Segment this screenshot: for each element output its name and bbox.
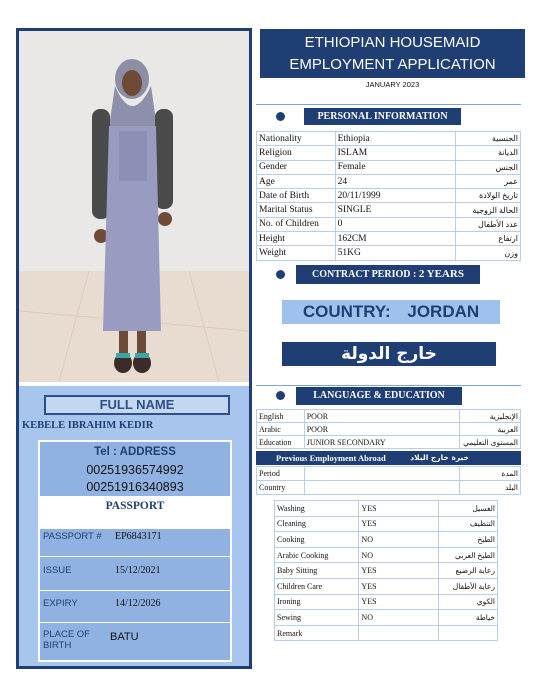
skill-arabic-label: الغسيل (439, 501, 498, 517)
document-date: JANUARY 2023 (365, 80, 420, 89)
table-row (257, 423, 521, 436)
place-of-birth-label-2: BIRTH (43, 640, 72, 651)
row-arabic-label: تاريخ الولادة (456, 189, 521, 203)
applicant-photo (19, 31, 249, 382)
title-line-2: EMPLOYMENT APPLICATION (289, 56, 496, 73)
row-label: Gender (257, 160, 336, 174)
row-label: Arabic (257, 423, 305, 436)
table-row (275, 516, 498, 532)
country-label: COUNTRY: (302, 302, 391, 321)
row-value: POOR (304, 410, 459, 423)
skill-value: NO (359, 547, 439, 563)
document-title (260, 29, 525, 78)
place-of-birth: BATU (110, 631, 139, 643)
skill-arabic-label: الطبخ العربي (439, 547, 498, 563)
skill-label: Ironing (275, 594, 359, 610)
row-label: Nationality (257, 132, 336, 146)
row-label: No. of Children (257, 217, 336, 231)
contract-period-value: 2 YEARS (418, 268, 464, 280)
skill-value: YES (359, 501, 439, 517)
row-arabic-label: وزن (456, 246, 521, 260)
table-row (257, 410, 521, 423)
country-arabic: خارج الدولة (282, 342, 496, 366)
table-row (275, 625, 498, 641)
skill-value (359, 625, 439, 641)
row-value: ISLAM (335, 146, 456, 160)
table-row (275, 563, 498, 579)
place-of-birth-label-1: PLACE OF (43, 629, 90, 640)
skill-arabic-label: رعاية الأطفال (439, 578, 498, 594)
table-row (275, 610, 498, 626)
table-row (275, 594, 498, 610)
personal-info-table (256, 131, 521, 261)
row-value: POOR (304, 423, 459, 436)
row-value: 162CM (335, 232, 456, 246)
row-label: Weight (257, 246, 336, 260)
section-rule (256, 385, 521, 386)
row-arabic-label: الجنس (456, 160, 521, 174)
issue-label: ISSUE (43, 565, 72, 576)
issue-divider (39, 590, 231, 591)
row-value: 0 (335, 217, 456, 231)
row-value: Ethiopia (335, 132, 456, 146)
expiry-divider (39, 622, 231, 623)
table-row (257, 132, 521, 146)
row-arabic-label: الديانة (456, 146, 521, 160)
table-row (257, 189, 521, 203)
bullet-icon (276, 112, 285, 121)
phone-number-1: 00251936574992 (86, 463, 184, 477)
skill-label: Remark (275, 625, 359, 641)
skill-value: NO (359, 532, 439, 548)
bullet-icon (276, 270, 285, 279)
passport-header: PASSPORT (39, 496, 231, 529)
row-arabic-label: عمر (456, 174, 521, 188)
table-row (257, 481, 521, 495)
row-arabic-label: العربية (460, 423, 521, 436)
row-value: 20/11/1999 (335, 189, 456, 203)
previous-employment-arabic: خبرة خارج البلاد (410, 453, 469, 462)
table-row (257, 436, 521, 449)
table-row (257, 146, 521, 160)
row-label: Religion (257, 146, 336, 160)
row-arabic-label: المستوى التعليمي (460, 436, 521, 449)
personal-info-header: PERSONAL INFORMATION (304, 108, 461, 125)
applicant-name: KEBELE IBRAHIM KEDIR (22, 420, 154, 431)
table-row (257, 246, 521, 260)
skill-value: YES (359, 594, 439, 610)
table-row (275, 501, 498, 517)
expiry-label: EXPIRY (43, 598, 78, 609)
row-value: 51KG (335, 246, 456, 260)
row-value: Female (335, 160, 456, 174)
country-value: JORDAN (407, 302, 480, 321)
bullet-icon (276, 391, 285, 400)
previous-employment-table (256, 466, 521, 495)
issue-date: 15/12/2021 (115, 565, 161, 576)
skill-arabic-label: التنظيف (439, 516, 498, 532)
skill-arabic-label: رعاية الرضيع (439, 563, 498, 579)
contract-period-label: CONTRACT PERIOD : (312, 269, 417, 280)
row-label: Country (257, 481, 305, 495)
skill-label: Arabic Cooking (275, 547, 359, 563)
previous-employment-label: Previous Employment Abroad (276, 453, 386, 463)
skill-value: YES (359, 563, 439, 579)
row-arabic-label: الحالة الزوجية (456, 203, 521, 217)
row-label: Height (257, 232, 336, 246)
table-row (257, 467, 521, 481)
table-row (257, 203, 521, 217)
row-arabic-label: ارتفاع (456, 232, 521, 246)
phone-number-2: 00251916340893 (86, 480, 184, 494)
row-value (304, 467, 459, 481)
skill-label: Sewing (275, 610, 359, 626)
row-value (304, 481, 459, 495)
country-box (282, 300, 500, 324)
skill-arabic-label (439, 625, 498, 641)
previous-employment-header (256, 451, 521, 465)
expiry-date: 14/12/2026 (115, 598, 161, 609)
row-value: 24 (335, 174, 456, 188)
row-value: SINGLE (335, 203, 456, 217)
row-value: JUNIOR SECONDARY (304, 436, 459, 449)
row-label: Period (257, 467, 305, 481)
row-arabic-label: الجنسية (456, 132, 521, 146)
skill-value: NO (359, 610, 439, 626)
table-row (257, 232, 521, 246)
skill-value: YES (359, 578, 439, 594)
fullname-label: FULL NAME (44, 395, 230, 415)
skill-label: Baby Sitting (275, 563, 359, 579)
table-row (275, 532, 498, 548)
row-label: English (257, 410, 305, 423)
row-label: Date of Birth (257, 189, 336, 203)
language-table (256, 409, 521, 449)
row-arabic-label: الإنجليزية (460, 410, 521, 423)
table-row (275, 578, 498, 594)
skill-arabic-label: الكوي (439, 594, 498, 610)
row-label: Education (257, 436, 305, 449)
skill-label: Children Care (275, 578, 359, 594)
row-arabic-label: المدة (460, 467, 521, 481)
title-line-1: ETHIOPIAN HOUSEMAID (304, 34, 481, 51)
table-row (257, 217, 521, 231)
skills-table (274, 500, 498, 641)
row-label: Marital Status (257, 203, 336, 217)
passport-number: EP6843171 (115, 531, 162, 542)
tel-address-label: Tel : ADDRESS (94, 446, 176, 458)
skill-arabic-label: الطبخ (439, 532, 498, 548)
photo-illustration (19, 31, 249, 382)
skill-label: Washing (275, 501, 359, 517)
row-label: Age (257, 174, 336, 188)
section-rule (256, 104, 521, 105)
contract-period-header (296, 265, 480, 284)
language-education-header: LANGUAGE & EDUCATION (296, 387, 462, 405)
table-row (275, 547, 498, 563)
passport-number-label: PASSPORT # (43, 531, 102, 542)
passport-divider (39, 556, 231, 557)
skill-arabic-label: خياطة (439, 610, 498, 626)
table-row (257, 174, 521, 188)
table-row (257, 160, 521, 174)
skill-label: Cleaning (275, 516, 359, 532)
row-arabic-label: البلد (460, 481, 521, 495)
skill-label: Cooking (275, 532, 359, 548)
skill-value: YES (359, 516, 439, 532)
row-arabic-label: عدد الأطفال (456, 217, 521, 231)
